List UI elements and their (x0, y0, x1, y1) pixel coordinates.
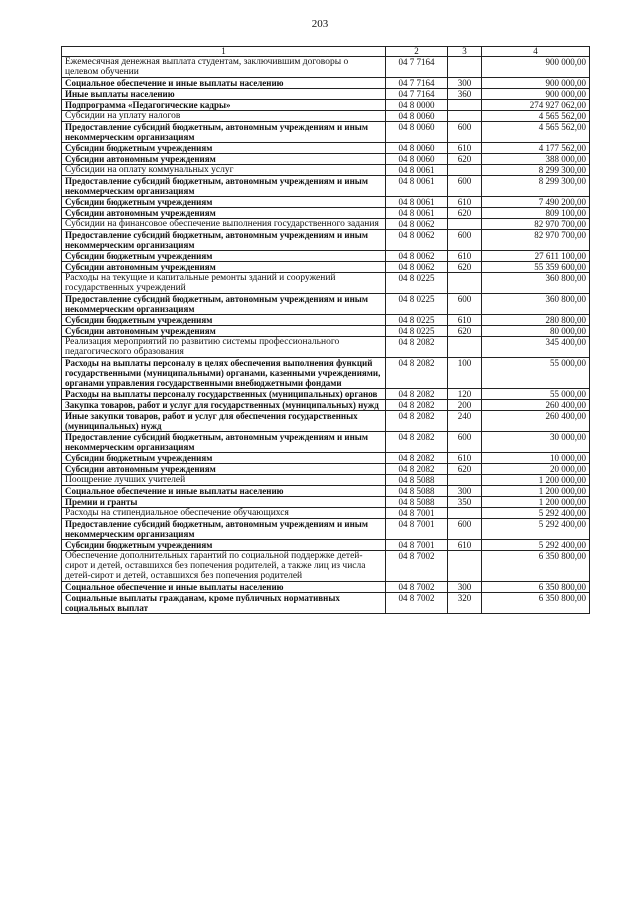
row-name: Расходы на стипендиальное обеспечение обучающихся (62, 508, 386, 519)
row-amount: 260 400,00 (482, 411, 590, 432)
table-row (62, 89, 590, 100)
row-amount: 4 565 562,00 (482, 122, 590, 143)
row-code: 04 8 0062 (386, 251, 448, 262)
row-code: 04 8 0062 (386, 230, 448, 251)
row-name: Социальное обеспечение и иные выплаты населению (62, 486, 386, 497)
row-expense-type: 620 (448, 208, 482, 219)
row-amount: 27 611 100,00 (482, 251, 590, 262)
table-row (62, 540, 590, 551)
row-amount: 1 200 000,00 (482, 475, 590, 486)
row-code: 04 8 2082 (386, 411, 448, 432)
header-col-3: 3 (448, 47, 482, 57)
row-expense-type: 350 (448, 497, 482, 508)
row-code: 04 8 2082 (386, 432, 448, 453)
row-amount: 55 000,00 (482, 358, 590, 389)
row-code: 04 7 7164 (386, 78, 448, 89)
row-expense-type: 600 (448, 294, 482, 315)
row-code: 04 8 0000 (386, 100, 448, 111)
row-expense-type: 100 (448, 358, 482, 389)
row-name: Предоставление субсидий бюджетным, автономным учреждениям и иным некоммерческим организациям (62, 230, 386, 251)
row-name: Социальное обеспечение и иные выплаты населению (62, 582, 386, 593)
table-row (62, 508, 590, 519)
row-expense-type (448, 337, 482, 358)
table-row (62, 262, 590, 273)
row-amount: 1 200 000,00 (482, 486, 590, 497)
row-code: 04 8 2082 (386, 400, 448, 411)
row-name: Поощрение лучших учителей (62, 475, 386, 486)
table-row (62, 337, 590, 358)
row-expense-type: 610 (448, 540, 482, 551)
row-name: Иные выплаты населению (62, 89, 386, 100)
table-row (62, 78, 590, 89)
row-name: Субсидии автономным учреждениям (62, 326, 386, 337)
row-code: 04 8 0061 (386, 176, 448, 197)
row-expense-type: 610 (448, 315, 482, 326)
table-row (62, 219, 590, 230)
row-code: 04 8 7001 (386, 519, 448, 540)
row-code: 04 8 7002 (386, 593, 448, 614)
table-row (62, 464, 590, 475)
table-row (62, 411, 590, 432)
row-code: 04 8 0225 (386, 315, 448, 326)
row-code: 04 8 5088 (386, 475, 448, 486)
row-expense-type: 620 (448, 154, 482, 165)
budget-table (61, 46, 590, 614)
row-amount: 360 800,00 (482, 294, 590, 315)
table-row (62, 326, 590, 337)
row-expense-type: 200 (448, 400, 482, 411)
row-code: 04 8 0225 (386, 273, 448, 294)
row-name: Субсидии бюджетным учреждениям (62, 251, 386, 262)
row-code: 04 8 0062 (386, 219, 448, 230)
table-row (62, 551, 590, 582)
row-name: Расходы на выплаты персоналу в целях обеспечения выполнения функций государственными (муниципальными) органами, казенными учреждениями, органами управления государственными внебюджетными фондами (62, 358, 386, 389)
header-col-4: 4 (482, 47, 590, 57)
row-code: 04 8 5088 (386, 497, 448, 508)
row-amount: 10 000,00 (482, 453, 590, 464)
row-code: 04 8 0061 (386, 165, 448, 176)
row-expense-type: 600 (448, 230, 482, 251)
row-expense-type (448, 100, 482, 111)
table-row (62, 176, 590, 197)
row-expense-type (448, 508, 482, 519)
row-amount: 30 000,00 (482, 432, 590, 453)
row-expense-type: 610 (448, 197, 482, 208)
row-amount: 6 350 800,00 (482, 582, 590, 593)
row-name: Субсидии бюджетным учреждениям (62, 197, 386, 208)
table-row (62, 111, 590, 122)
row-name: Ежемесячная денежная выплата студентам, заключившим договоры о целевом обучении (62, 57, 386, 78)
row-expense-type (448, 219, 482, 230)
row-code: 04 7 7164 (386, 57, 448, 78)
row-code: 04 8 2082 (386, 358, 448, 389)
row-amount: 900 000,00 (482, 57, 590, 78)
row-name: Предоставление субсидий бюджетным, автономным учреждениям и иным некоммерческим организациям (62, 519, 386, 540)
table-row (62, 389, 590, 400)
row-amount: 345 400,00 (482, 337, 590, 358)
row-name: Предоставление субсидий бюджетным, автономным учреждениям и иным некоммерческим организациям (62, 176, 386, 197)
row-expense-type: 620 (448, 326, 482, 337)
table-row (62, 400, 590, 411)
table-row (62, 57, 590, 78)
row-expense-type (448, 551, 482, 582)
row-expense-type: 620 (448, 262, 482, 273)
row-expense-type: 300 (448, 486, 482, 497)
row-name: Субсидии бюджетным учреждениям (62, 540, 386, 551)
table-row (62, 197, 590, 208)
row-name: Реализация мероприятий по развитию системы профессионального педагогического образования (62, 337, 386, 358)
row-amount: 8 299 300,00 (482, 165, 590, 176)
row-name: Субсидии автономным учреждениям (62, 208, 386, 219)
row-name: Расходы на выплаты персоналу государственных (муниципальных) органов (62, 389, 386, 400)
row-code: 04 7 7164 (386, 89, 448, 100)
table-row (62, 497, 590, 508)
row-amount: 5 292 400,00 (482, 540, 590, 551)
row-amount: 6 350 800,00 (482, 551, 590, 582)
table-row (62, 582, 590, 593)
row-name: Предоставление субсидий бюджетным, автономным учреждениям и иным некоммерческим организациям (62, 294, 386, 315)
table-row (62, 230, 590, 251)
row-code: 04 8 2082 (386, 464, 448, 475)
table-row (62, 432, 590, 453)
row-expense-type (448, 57, 482, 78)
row-expense-type (448, 475, 482, 486)
row-name: Премии и гранты (62, 497, 386, 508)
row-code: 04 8 0060 (386, 122, 448, 143)
row-code: 04 8 2082 (386, 453, 448, 464)
row-code: 04 8 7002 (386, 582, 448, 593)
table-row (62, 593, 590, 614)
row-amount: 8 299 300,00 (482, 176, 590, 197)
row-amount: 900 000,00 (482, 89, 590, 100)
row-amount: 7 490 200,00 (482, 197, 590, 208)
page-number: 203 (311, 18, 329, 30)
table-row (62, 486, 590, 497)
row-code: 04 8 7001 (386, 508, 448, 519)
row-code: 04 8 0062 (386, 262, 448, 273)
row-code: 04 8 0061 (386, 208, 448, 219)
row-amount: 260 400,00 (482, 400, 590, 411)
row-name: Закупка товаров, работ и услуг для государственных (муниципальных) нужд (62, 400, 386, 411)
row-expense-type: 240 (448, 411, 482, 432)
row-code: 04 8 0060 (386, 143, 448, 154)
table-header-row (62, 47, 590, 57)
table-row (62, 315, 590, 326)
row-name: Субсидии бюджетным учреждениям (62, 315, 386, 326)
row-code: 04 8 0060 (386, 154, 448, 165)
row-amount: 6 350 800,00 (482, 593, 590, 614)
row-name: Субсидии автономным учреждениям (62, 154, 386, 165)
row-expense-type: 320 (448, 593, 482, 614)
row-amount: 280 800,00 (482, 315, 590, 326)
row-code: 04 8 2082 (386, 389, 448, 400)
row-expense-type (448, 273, 482, 294)
row-expense-type: 300 (448, 78, 482, 89)
row-name: Подпрограмма «Педагогические кадры» (62, 100, 386, 111)
row-expense-type: 610 (448, 251, 482, 262)
row-amount: 5 292 400,00 (482, 519, 590, 540)
row-amount: 900 000,00 (482, 78, 590, 89)
table-row (62, 358, 590, 389)
row-name: Иные закупки товаров, работ и услуг для обеспечения государственных (муниципальных) нужд (62, 411, 386, 432)
table-row (62, 122, 590, 143)
row-expense-type (448, 111, 482, 122)
row-name: Расходы на текущие и капитальные ремонты зданий и сооружений государственных учреждений (62, 273, 386, 294)
row-amount: 5 292 400,00 (482, 508, 590, 519)
row-amount: 55 359 600,00 (482, 262, 590, 273)
row-amount: 4 177 562,00 (482, 143, 590, 154)
row-amount: 388 000,00 (482, 154, 590, 165)
header-col-1: 1 (62, 47, 386, 57)
row-name: Субсидии автономным учреждениям (62, 262, 386, 273)
table-row (62, 294, 590, 315)
row-expense-type: 300 (448, 582, 482, 593)
row-code: 04 8 0060 (386, 111, 448, 122)
table-row (62, 273, 590, 294)
budget-table-body (62, 47, 590, 614)
table-row (62, 143, 590, 154)
row-amount: 809 100,00 (482, 208, 590, 219)
row-name: Социальное обеспечение и иные выплаты населению (62, 78, 386, 89)
row-name: Субсидии бюджетным учреждениям (62, 453, 386, 464)
row-name: Субсидии автономным учреждениям (62, 464, 386, 475)
row-amount: 4 565 562,00 (482, 111, 590, 122)
row-expense-type: 600 (448, 519, 482, 540)
row-amount: 82 970 700,00 (482, 219, 590, 230)
row-expense-type: 600 (448, 176, 482, 197)
table-row (62, 100, 590, 111)
row-code: 04 8 5088 (386, 486, 448, 497)
table-row (62, 453, 590, 464)
row-expense-type (448, 165, 482, 176)
row-expense-type: 120 (448, 389, 482, 400)
row-expense-type: 360 (448, 89, 482, 100)
row-name: Субсидии на оплату коммунальных услуг (62, 165, 386, 176)
row-expense-type: 600 (448, 432, 482, 453)
table-row (62, 519, 590, 540)
row-amount: 82 970 700,00 (482, 230, 590, 251)
row-amount: 55 000,00 (482, 389, 590, 400)
row-code: 04 8 0225 (386, 326, 448, 337)
table-row (62, 208, 590, 219)
header-col-2: 2 (386, 47, 448, 57)
table-row (62, 154, 590, 165)
row-amount: 80 000,00 (482, 326, 590, 337)
row-name: Обеспечение дополнительных гарантий по социальной поддержке детей-сирот и детей, оставшихся без попечения родителей, а также лиц из числа детей-сирот и детей, оставшихся без попечения родителей (62, 551, 386, 582)
table-row (62, 251, 590, 262)
row-code: 04 8 7001 (386, 540, 448, 551)
row-code: 04 8 2082 (386, 337, 448, 358)
row-name: Субсидии на уплату налогов (62, 111, 386, 122)
table-row (62, 475, 590, 486)
row-code: 04 8 7002 (386, 551, 448, 582)
row-name: Социальные выплаты гражданам, кроме публичных нормативных социальных выплат (62, 593, 386, 614)
row-expense-type: 610 (448, 453, 482, 464)
row-expense-type: 620 (448, 464, 482, 475)
table-row (62, 165, 590, 176)
row-code: 04 8 0225 (386, 294, 448, 315)
row-code: 04 8 0061 (386, 197, 448, 208)
row-name: Субсидии бюджетным учреждениям (62, 143, 386, 154)
row-name: Предоставление субсидий бюджетным, автономным учреждениям и иным некоммерческим организациям (62, 432, 386, 453)
row-amount: 274 927 062,00 (482, 100, 590, 111)
row-amount: 360 800,00 (482, 273, 590, 294)
row-name: Предоставление субсидий бюджетным, автономным учреждениям и иным некоммерческим организациям (62, 122, 386, 143)
row-name: Субсидии на финансовое обеспечение выполнения государственного задания (62, 219, 386, 230)
row-expense-type: 610 (448, 143, 482, 154)
row-expense-type: 600 (448, 122, 482, 143)
row-amount: 1 200 000,00 (482, 497, 590, 508)
row-amount: 20 000,00 (482, 464, 590, 475)
